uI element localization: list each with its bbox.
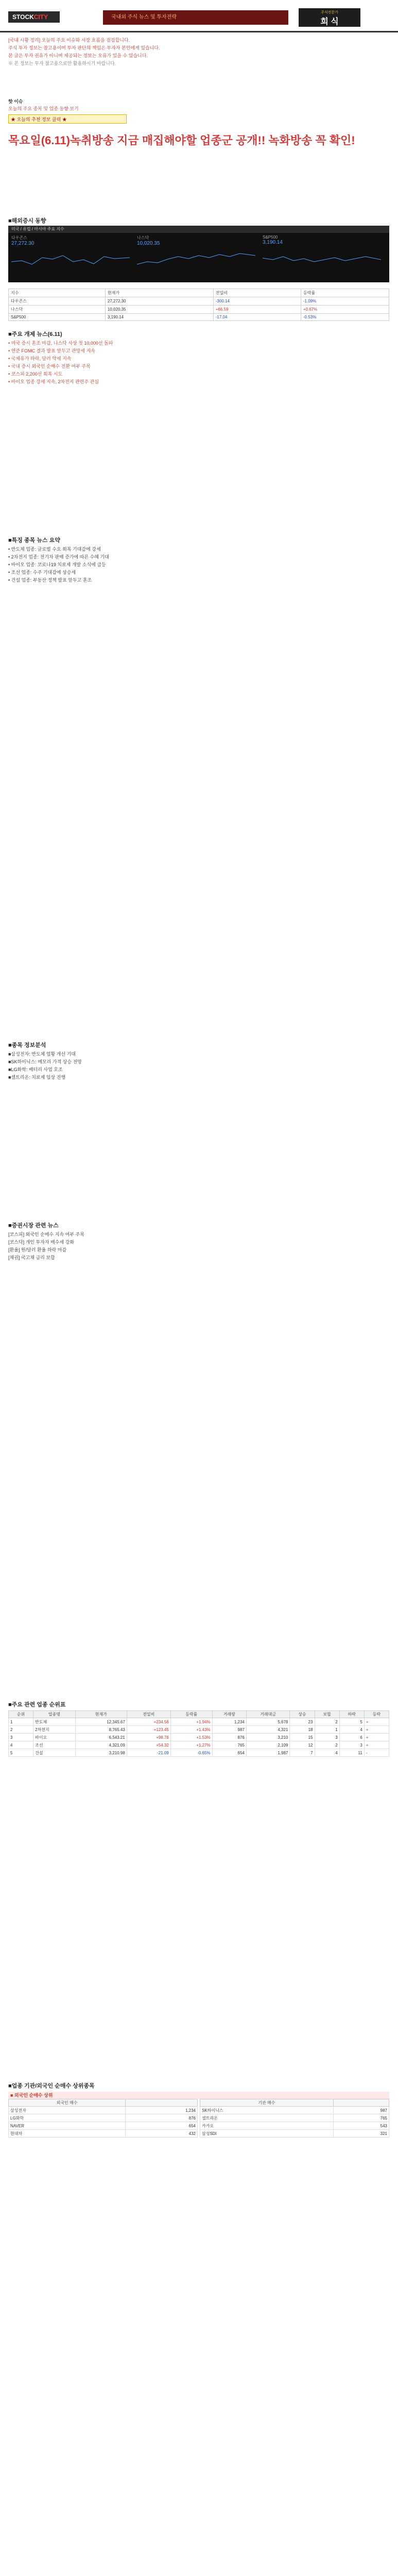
- market-news-2: [8, 1231, 389, 1262]
- index-value: 27,272.30: [11, 241, 34, 246]
- stock-value: 432: [126, 2130, 198, 2138]
- rank-cell: 4: [339, 1726, 364, 1734]
- index-cell: -1.09%: [301, 297, 389, 306]
- rank-cell: 3,210.98: [75, 1749, 127, 1757]
- stock-name[interactable]: 셀트리온: [200, 2114, 334, 2122]
- stock-name[interactable]: 삼성SDI: [200, 2130, 334, 2138]
- index-cell: S&P500: [9, 314, 106, 321]
- rank-cell: 876: [212, 1734, 246, 1741]
- rank-cell: 3: [315, 1734, 339, 1741]
- rank-cell[interactable]: 2차전지: [33, 1726, 75, 1734]
- rank-cell: +1.27%: [170, 1741, 212, 1749]
- rank-table-wrap: [8, 1710, 389, 1757]
- rank-cell: 4: [9, 1741, 33, 1749]
- author-label: 주식전문가: [321, 11, 338, 14]
- table-header: [126, 2099, 198, 2107]
- rank-cell: 15: [290, 1734, 315, 1741]
- issue-news: [8, 546, 389, 585]
- rank-header: 전일비: [127, 1711, 170, 1718]
- market-line: • 국제유가 하락, 달러 약세 지속: [8, 356, 72, 361]
- rank-cell: 2: [315, 1718, 339, 1726]
- index-cell: 나스닥: [9, 306, 106, 314]
- dual-table-wrap: [8, 2092, 389, 2138]
- author-box: [299, 8, 360, 27]
- rank-cell: +: [364, 1718, 389, 1726]
- table-row: [200, 2107, 389, 2114]
- index-cell: +66.59: [213, 306, 301, 314]
- market-news: [8, 340, 389, 386]
- table-row: [9, 2114, 198, 2122]
- index-name: 나스닥: [137, 235, 149, 240]
- rank-cell: -: [364, 1749, 389, 1757]
- rank-cell: 654: [212, 1749, 246, 1757]
- rank-cell: 18: [290, 1726, 315, 1734]
- rank-cell: 4,321.09: [75, 1741, 127, 1749]
- stock-value: 321: [333, 2130, 389, 2138]
- rank-cell[interactable]: 반도체: [33, 1718, 75, 1726]
- table-row: [9, 1741, 389, 1749]
- main-headline[interactable]: 목요일(6.11)녹취방송 지금 매집해야할 업종군 공개!! 녹화방송 꼭 확인!: [8, 134, 355, 147]
- stock-line: ■SK하이닉스: 메모리 가격 상승 전망: [8, 1059, 82, 1064]
- rank-cell: 11: [339, 1749, 364, 1757]
- table-row: [9, 2107, 198, 2114]
- rank-header: 상승: [290, 1711, 315, 1718]
- rank-header: 등락률: [170, 1711, 212, 1718]
- dual-table-title: ■ 외국인 순매수 상위: [8, 2092, 389, 2099]
- rank-cell: 2: [315, 1741, 339, 1749]
- table-header: 외국인 매수: [9, 2099, 126, 2107]
- stock-name[interactable]: 현대차: [9, 2130, 126, 2138]
- rank-cell: 3: [9, 1734, 33, 1741]
- rank-header: 업종명: [33, 1711, 75, 1718]
- news-line: [코스피] 외국인 순매수 지속 여부 주목: [8, 1232, 84, 1237]
- index-name: 다우존스: [11, 235, 27, 240]
- stock-value: 876: [126, 2114, 198, 2122]
- news-line: [코스닥] 개인 투자자 매수세 강화: [8, 1240, 75, 1245]
- rank-cell: 1,987: [246, 1749, 289, 1757]
- rank-cell: 6: [339, 1734, 364, 1741]
- table-row: [200, 2114, 389, 2122]
- news-line: [채권] 국고채 금리 보합: [8, 1255, 55, 1260]
- section-rank2: ■업종 기관/외국인 순매수 상위종목: [8, 2083, 95, 2089]
- index-name: S&P500: [263, 235, 278, 240]
- rank-cell: 2,109: [246, 1741, 289, 1749]
- stock-value: 654: [126, 2122, 198, 2130]
- section-news: ■증권시장 관련 뉴스: [8, 1223, 59, 1229]
- author-name: 희 식: [320, 18, 339, 26]
- rank-cell: 7: [290, 1749, 315, 1757]
- section-issues: ■특징 종목 뉴스 요약: [8, 537, 60, 544]
- index-chart-strip: [8, 226, 389, 282]
- rank-cell: 1: [9, 1718, 33, 1726]
- section-market: ■주요 개제 뉴스(6.11): [8, 331, 62, 337]
- rank-table: [8, 1710, 389, 1757]
- index-cell: 전일비: [213, 289, 301, 297]
- logo-text-b: CITY: [33, 13, 48, 21]
- stock-name[interactable]: 카카오: [200, 2122, 334, 2130]
- section-overseas: ■해외증시 동향: [8, 218, 46, 224]
- rank-cell: +98.76: [127, 1734, 170, 1741]
- header-banner[interactable]: 국내외 주식 뉴스 및 투자전략: [103, 10, 288, 25]
- index-box: [263, 235, 386, 279]
- rank-cell: 8,765.43: [75, 1726, 127, 1734]
- rank-cell: 5: [9, 1749, 33, 1757]
- index-cell: 3,190.14: [105, 314, 213, 321]
- rank-header: 거래대금: [246, 1711, 289, 1718]
- market-line: • 미국 증시 혼조 마감, 나스닥 사상 첫 10,000선 돌파: [8, 341, 113, 346]
- index-cell: 지수: [9, 289, 106, 297]
- index-cell: -300.14: [213, 297, 301, 306]
- rank-header: 하락: [339, 1711, 364, 1718]
- stock-name[interactable]: NAVER: [9, 2122, 126, 2130]
- rank-cell: 4,321: [246, 1726, 289, 1734]
- index-sparkline: [137, 246, 255, 277]
- index-value: 10,020.35: [137, 241, 160, 246]
- intro-note: ※ 본 정보는 투자 참고용으로만 활용하시기 바랍니다.: [8, 61, 116, 66]
- rank-cell: +: [364, 1726, 389, 1734]
- section-rank: ■주요 관련 업종 순위표: [8, 1702, 66, 1708]
- rank-header: 보합: [315, 1711, 339, 1718]
- issue-line: • 2차전지 업종: 전기차 판매 증가에 따른 수혜 기대: [8, 554, 109, 560]
- table-row: [9, 2122, 198, 2130]
- rank-cell: 12: [290, 1741, 315, 1749]
- rank-cell: -21.09: [127, 1749, 170, 1757]
- stock-line: ■삼성전자: 반도체 업황 개선 기대: [8, 1052, 76, 1057]
- rank-cell: 5: [339, 1718, 364, 1726]
- news-line: [환율] 원/달러 환율 하락 마감: [8, 1247, 67, 1252]
- rank-cell: 4: [315, 1749, 339, 1757]
- rank-cell: 12,345.67: [75, 1718, 127, 1726]
- rank-cell: 5,678: [246, 1718, 289, 1726]
- table-header: 기관 매수: [200, 2099, 334, 2107]
- table-row: [200, 2130, 389, 2138]
- rank-cell[interactable]: 건설: [33, 1749, 75, 1757]
- market-line: • 연준 FOMC 결과 발표 앞두고 관망세 지속: [8, 348, 95, 353]
- rank-cell[interactable]: 바이오: [33, 1734, 75, 1741]
- rank-header: 현재가: [75, 1711, 127, 1718]
- index-cell: 다우존스: [9, 297, 106, 306]
- index-table: [8, 289, 389, 321]
- index-box: [11, 235, 135, 279]
- index-cell: 27,272.30: [105, 297, 213, 306]
- header: [0, 0, 398, 32]
- stock-info: [8, 1051, 389, 1082]
- intro-line: [국내 시황 정리] 오늘의 주요 이슈와 시장 흐름을 점검합니다.: [8, 38, 130, 43]
- issue-line: • 바이오 업종: 코로나19 치료제 개발 소식에 급등: [8, 562, 106, 567]
- rank-cell: 765: [212, 1741, 246, 1749]
- rank-cell[interactable]: 조선: [33, 1741, 75, 1749]
- hot-link[interactable]: 오늘의 주요 종목 및 업종 동향 보기: [8, 106, 79, 111]
- dual-table: [8, 2099, 389, 2138]
- market-line: • 바이오 업종 강세 지속, 2차전지 관련주 관심: [8, 379, 99, 384]
- index-value: 3,190.14: [263, 240, 283, 245]
- stock-value: 543: [333, 2122, 389, 2130]
- table-row: [9, 2130, 198, 2138]
- stock-line: ■LG화학: 배터리 사업 호조: [8, 1067, 63, 1072]
- index-strip-header: 미국 / 유럽 / 아시아 주요 지수: [8, 226, 389, 233]
- institution-buy-table: [200, 2099, 389, 2138]
- index-box: [137, 235, 261, 279]
- index-cell: 10,020.35: [105, 306, 213, 314]
- stock-name[interactable]: 삼성전자: [9, 2107, 126, 2114]
- section-stock: ■종목 정보분석: [8, 1042, 46, 1048]
- table-row: [9, 1749, 389, 1757]
- intro-line: 주식 투자 정보는 참고용이며 투자 판단의 책임은 투자자 본인에게 있습니다.: [8, 45, 160, 50]
- index-cell: -17.04: [213, 314, 301, 321]
- rank-cell: 3: [339, 1741, 364, 1749]
- rank-cell: +: [364, 1734, 389, 1741]
- table-header: [333, 2099, 389, 2107]
- hot-banner[interactable]: ★ 오늘의 추천 정보 클릭 ★: [8, 114, 127, 124]
- rank-cell: 6,543.21: [75, 1734, 127, 1741]
- rank-header: 순위: [9, 1711, 33, 1718]
- issue-line: • 조선 업종: 수주 기대감에 상승세: [8, 570, 76, 575]
- rank-cell: 1,234: [212, 1718, 246, 1726]
- table-row: [9, 1734, 389, 1741]
- table-row: [9, 1726, 389, 1734]
- stock-value: 987: [333, 2107, 389, 2114]
- intro-line: 본 글은 투자 권유가 아니며 제공되는 정보는 오류가 있을 수 있습니다.: [8, 53, 148, 58]
- rank-cell: +234.56: [127, 1718, 170, 1726]
- rank-cell: 23: [290, 1718, 315, 1726]
- rank-cell: 2: [9, 1726, 33, 1734]
- rank-cell: +54.32: [127, 1741, 170, 1749]
- stock-name[interactable]: LG화학: [9, 2114, 126, 2122]
- rank-cell: +: [364, 1741, 389, 1749]
- table-row: [200, 2122, 389, 2130]
- market-line: • 국내 증시 외국인 순매수 전환 여부 주목: [8, 364, 91, 369]
- logo-text-a: STOCK: [12, 13, 34, 21]
- issue-line: • 반도체 업종: 글로벌 수요 회복 기대감에 강세: [8, 547, 101, 552]
- rank-cell: 3,210: [246, 1734, 289, 1741]
- intro: [8, 37, 389, 68]
- rank-cell: 1: [315, 1726, 339, 1734]
- stock-line: ■셀트리온: 치료제 임상 진행: [8, 1075, 66, 1080]
- rank-cell: +1.43%: [170, 1726, 212, 1734]
- index-cell: +0.67%: [301, 306, 389, 314]
- rank-cell: +123.45: [127, 1726, 170, 1734]
- stock-value: 1,234: [126, 2107, 198, 2114]
- rank-cell: -0.65%: [170, 1749, 212, 1757]
- rank-header: 거래량: [212, 1711, 246, 1718]
- stock-value: 765: [333, 2114, 389, 2122]
- site-logo[interactable]: [8, 11, 60, 23]
- index-cell: 현재가: [105, 289, 213, 297]
- rank-cell: +1.94%: [170, 1718, 212, 1726]
- issue-line: • 건설 업종: 부동산 정책 발표 앞두고 혼조: [8, 578, 92, 583]
- rank-cell: +1.53%: [170, 1734, 212, 1741]
- hot-label: 핫 이슈: [8, 99, 23, 104]
- index-sparkline: [263, 245, 381, 276]
- rank-cell: 987: [212, 1726, 246, 1734]
- rank-header: 등락: [364, 1711, 389, 1718]
- index-cell: -0.53%: [301, 314, 389, 321]
- foreign-buy-table: [8, 2099, 198, 2138]
- market-line: • 코스피 2,200선 회복 시도: [8, 371, 63, 377]
- table-row: [9, 1718, 389, 1726]
- index-cell: 등락률: [301, 289, 389, 297]
- stock-name[interactable]: SK하이닉스: [200, 2107, 334, 2114]
- index-sparkline: [11, 246, 130, 277]
